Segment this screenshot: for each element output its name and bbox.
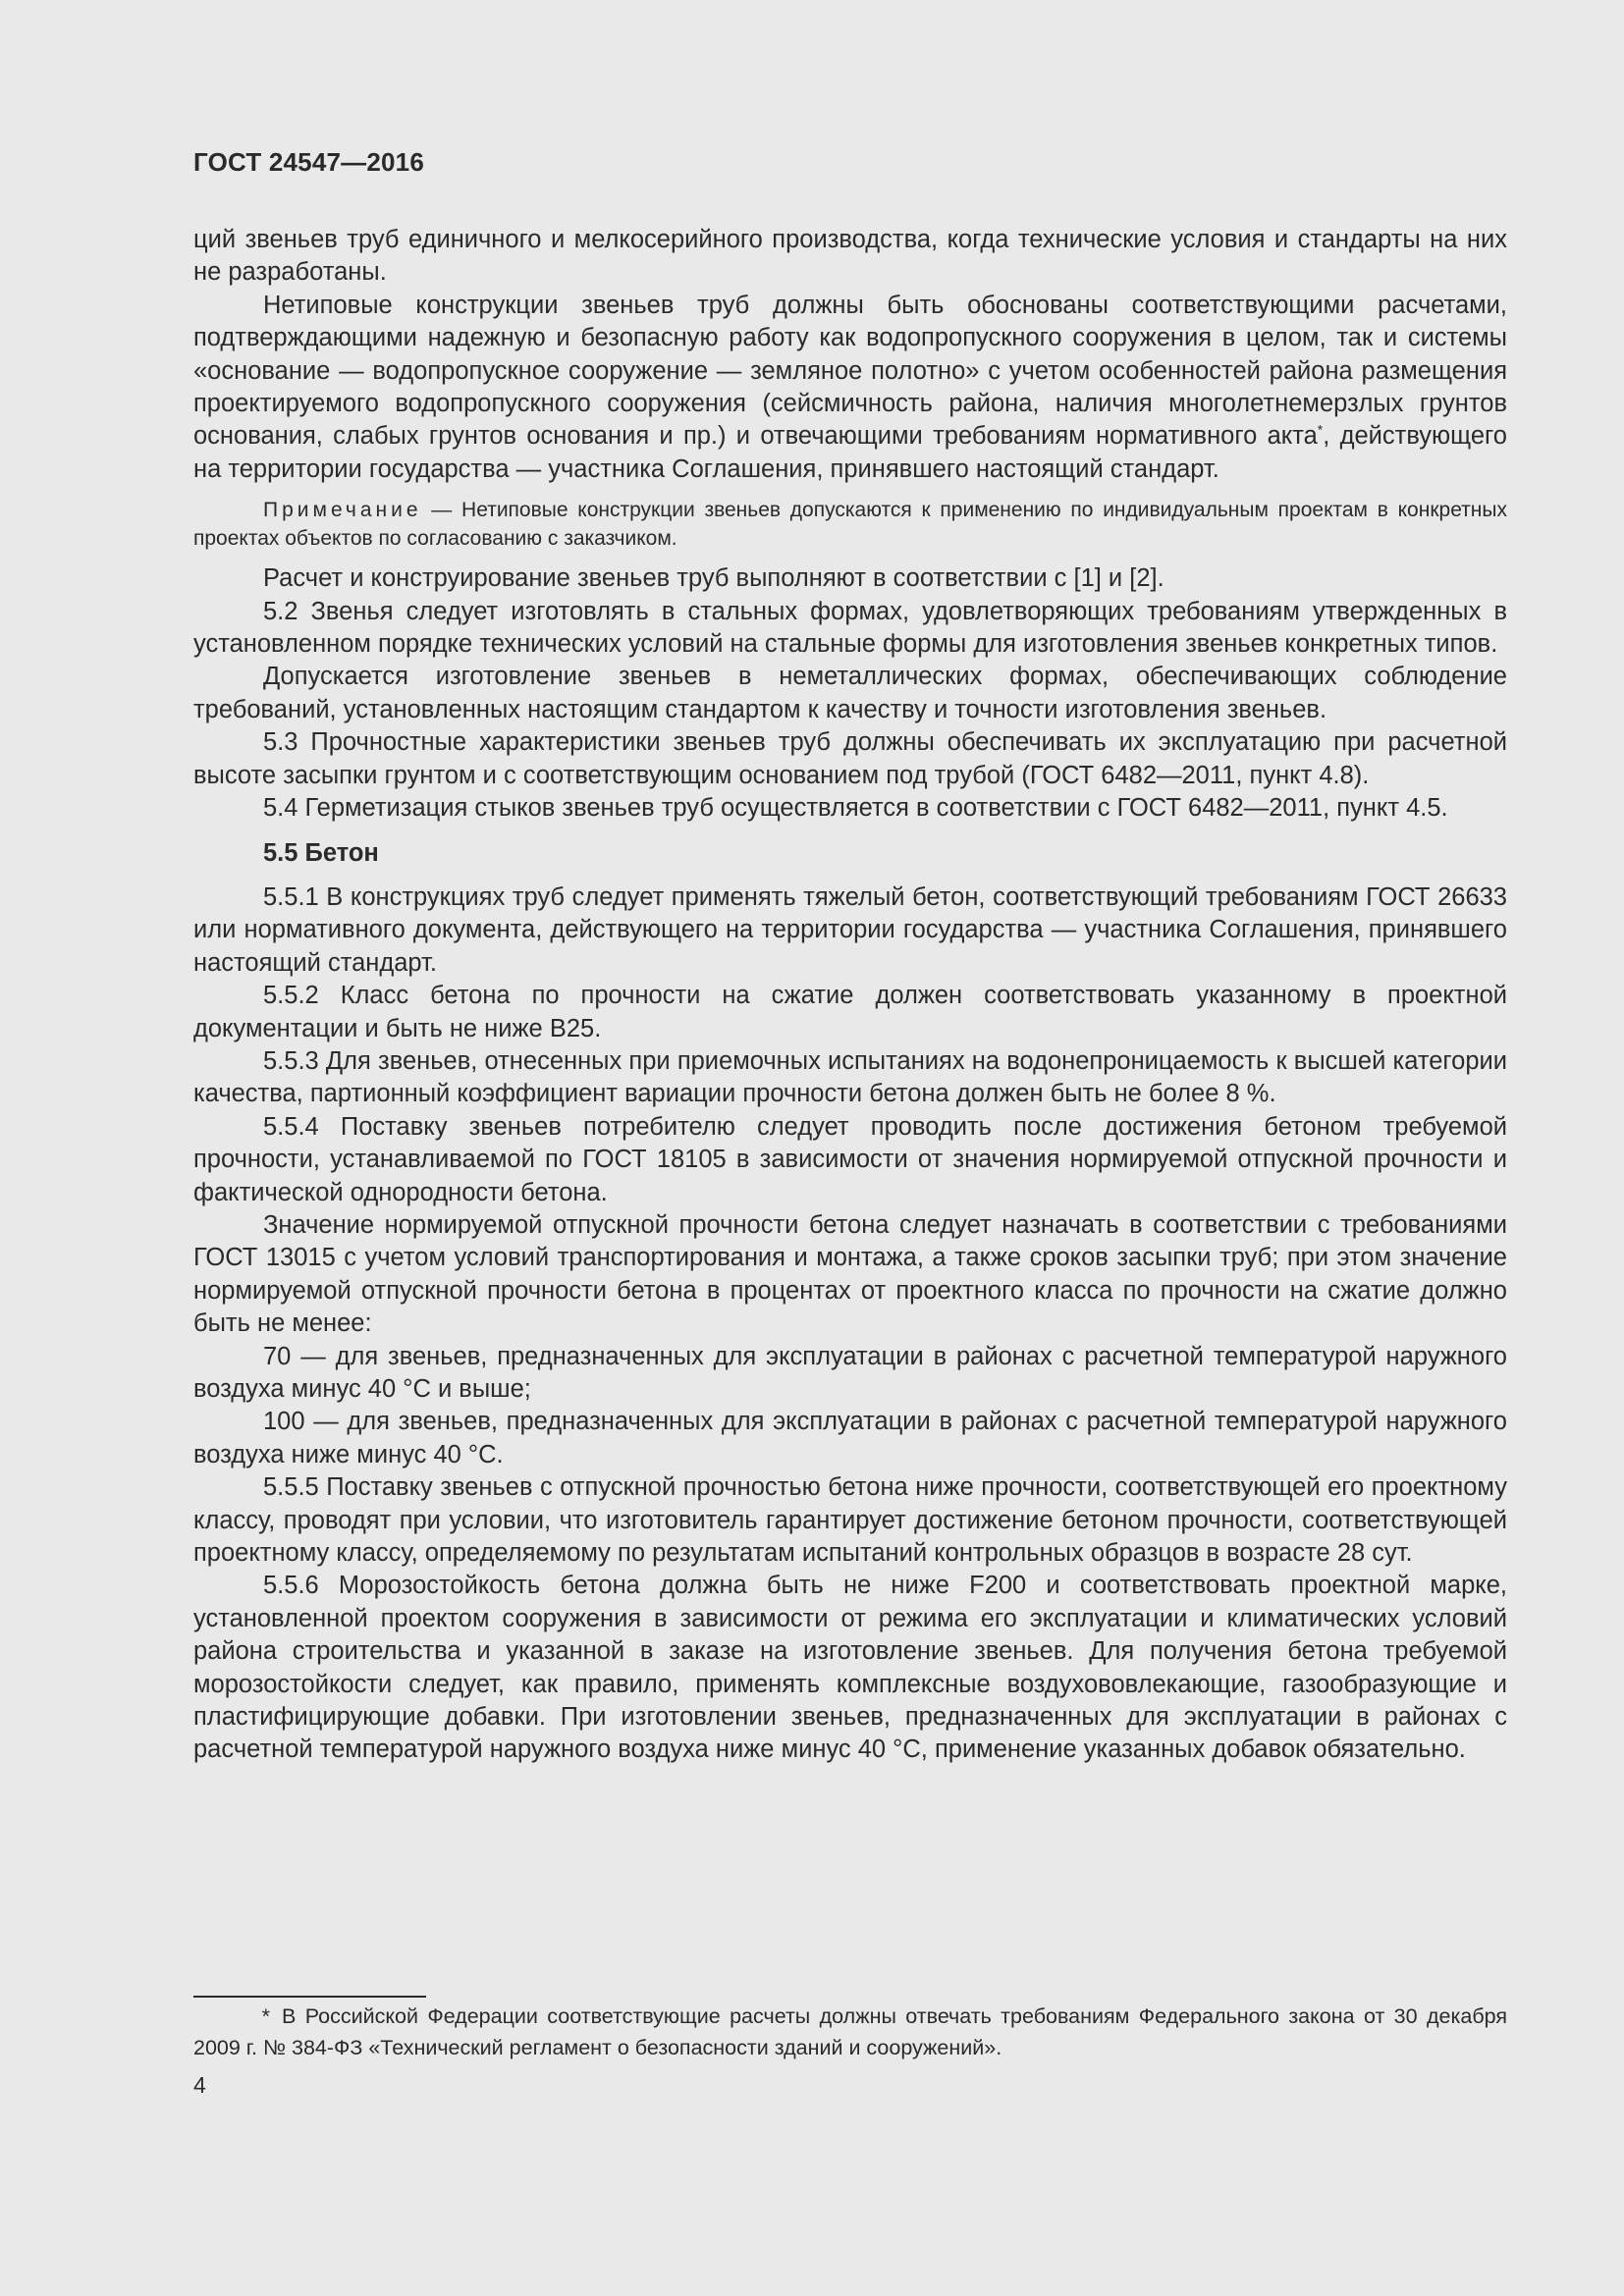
note-text: — Нетиповые конструкции звеньев допускаются к применению по индивидуальным проектам в конкретных проектах объектов по согласованию с заказчиком. [193, 499, 1507, 551]
paragraph-nonmetal-forms: Допускается изготовление звеньев в неметаллических формах, обеспечивающих соблюдение требований, установленных настоящим стандартом к качеству и точности изготовления звеньев. [193, 663, 1507, 723]
paragraph-nonstandard-designs [193, 290, 1507, 486]
page-header-title: ГОСТ 24547—2016 [193, 147, 424, 177]
clause-5-5-5: 5.5.5 Поставку звеньев с отпускной прочностью бетона ниже прочности, соответствующей его проектному классу, проводят при условии, что изготовитель гарантирует достижение бетоном прочности, соответствующей проектному классу, определяемому по результатам испытаний контрольных образцов в возрасте 28 сут. [193, 1473, 1507, 1568]
footnote-text: В Российской Федерации соответствующие расчеты должны отвечать требованиям Федерального закона от 30 декабря 2009 г. № 384-ФЗ «Технический регламент о безопасности зданий и сооружений». [193, 2004, 1507, 2059]
clause-5-4: 5.4 Герметизация стыков звеньев труб осуществляется в соответствии с ГОСТ 6482—2011, пункт 4.5. [263, 794, 1448, 823]
footnote [193, 2001, 1507, 2063]
paragraph-release-strength: Значение нормируемой отпускной прочности бетона следует назначать в соответствии с требованиями ГОСТ 13015 с учетом условий транспортирования и монтажа, а также сроков засыпки труб; при этом значение нормируемой отпускной прочности бетона в процентах от проектного класса по прочности на сжатие должно быть не менее: [193, 1210, 1507, 1338]
note-paragraph [193, 496, 1507, 553]
list-item-70: 70 — для звеньев, предназначенных для эксплуатации в районах с расчетной температурой наружного воздуха минус 40 °С и выше; [193, 1342, 1507, 1403]
section-heading-5-5: 5.5 Бетон [263, 838, 379, 867]
paragraph-text: Нетиповые конструкции звеньев труб должны быть обоснованы соответствующими расчетами, подтверждающими надежную и безопасную работу как водопропускного сооружения в целом, так и системы «основание — водопропускное сооружение — земляное полотно» с учетом особенностей района размещения проектируемого водопропускного сооружения (сейсмичность района, наличия многолетнемерзлых грунтов основания, слабых грунтов основания и пр.) и отвечающими требованиям нормативного акта [193, 291, 1507, 451]
clause-5-3: 5.3 Прочностные характеристики звеньев труб должны обеспечивать их эксплуатацию при расчетной высоте засыпки грунтом и с соответствующим основанием под трубой (ГОСТ 6482—2011, пункт 4.8). [193, 728, 1507, 789]
clause-5-5-2: 5.5.2 Класс бетона по прочности на сжатие должен соответствовать указанному в проектной документации и быть не ниже В25. [193, 982, 1507, 1042]
clause-5-5-6: 5.5.6 Морозостойкость бетона должна быть не ниже F200 и соответствовать проектной марке, установленной проектом сооружения в зависимости от режима его эксплуатации и климатических условий района строительства и указанной в заказе на изготовление звеньев. Для получения бетона требуемой морозостойкости следует, как правило, применять комплексные воздухововлекающие, газообразующие и пластифицирующие добавки. При изготовлении звеньев, предназначенных для эксплуатации в районах с расчетной температурой наружного воздуха ниже минус 40 °С, применение указанных добавок обязательно. [193, 1572, 1507, 1764]
footnote-reference[interactable]: * [1317, 421, 1324, 438]
clause-5-5-1: 5.5.1 В конструкциях труб следует применять тяжелый бетон, соответствующий требованиям ГОСТ 26633 или нормативного документа, действующего на территории государства — участника Соглашения, принявшего настоящий стандарт. [193, 882, 1507, 977]
paragraph-calculation: Расчет и конструирование звеньев труб выполняют в соответствии с [1] и [2]. [263, 564, 1164, 593]
footnote-mark: * [261, 2004, 270, 2028]
note-label: Примечание [263, 499, 422, 522]
list-item-100: 100 — для звеньев, предназначенных для эксплуатации в районах с расчетной температурой наружного воздуха ниже минус 40 °С. [193, 1408, 1507, 1468]
paragraph-text: , действующего на территории государства — участника Соглашения, принявшего настоящий стандарт. [193, 422, 1507, 483]
footnote-divider [193, 1996, 426, 1998]
clause-5-5-4: 5.5.4 Поставку звеньев потребителю следует проводить после достижения бетоном требуемой прочности, устанавливаемой по ГОСТ 18105 в зависимости от значения нормируемой отпускной прочности и фактической однородности бетона. [193, 1112, 1507, 1206]
body-text [193, 224, 1507, 1767]
paragraph-continuation: ций звеньев труб единичного и мелкосерийного производства, когда технические условия и стандарты на них не разработаны. [193, 226, 1507, 287]
page-number: 4 [193, 2072, 206, 2098]
clause-5-2: 5.2 Звенья следует изготовлять в стальных формах, удовлетворяющих требованиям утвержденных в установленном порядке технических условий на стальные формы для изготовления звеньев конкретных типов. [193, 597, 1507, 659]
clause-5-5-3: 5.5.3 Для звеньев, отнесенных при приемочных испытаниях на водонепроницаемость к высшей категории качества, партионный коэффициент вариации прочности бетона должен быть не более 8 %. [193, 1046, 1507, 1108]
